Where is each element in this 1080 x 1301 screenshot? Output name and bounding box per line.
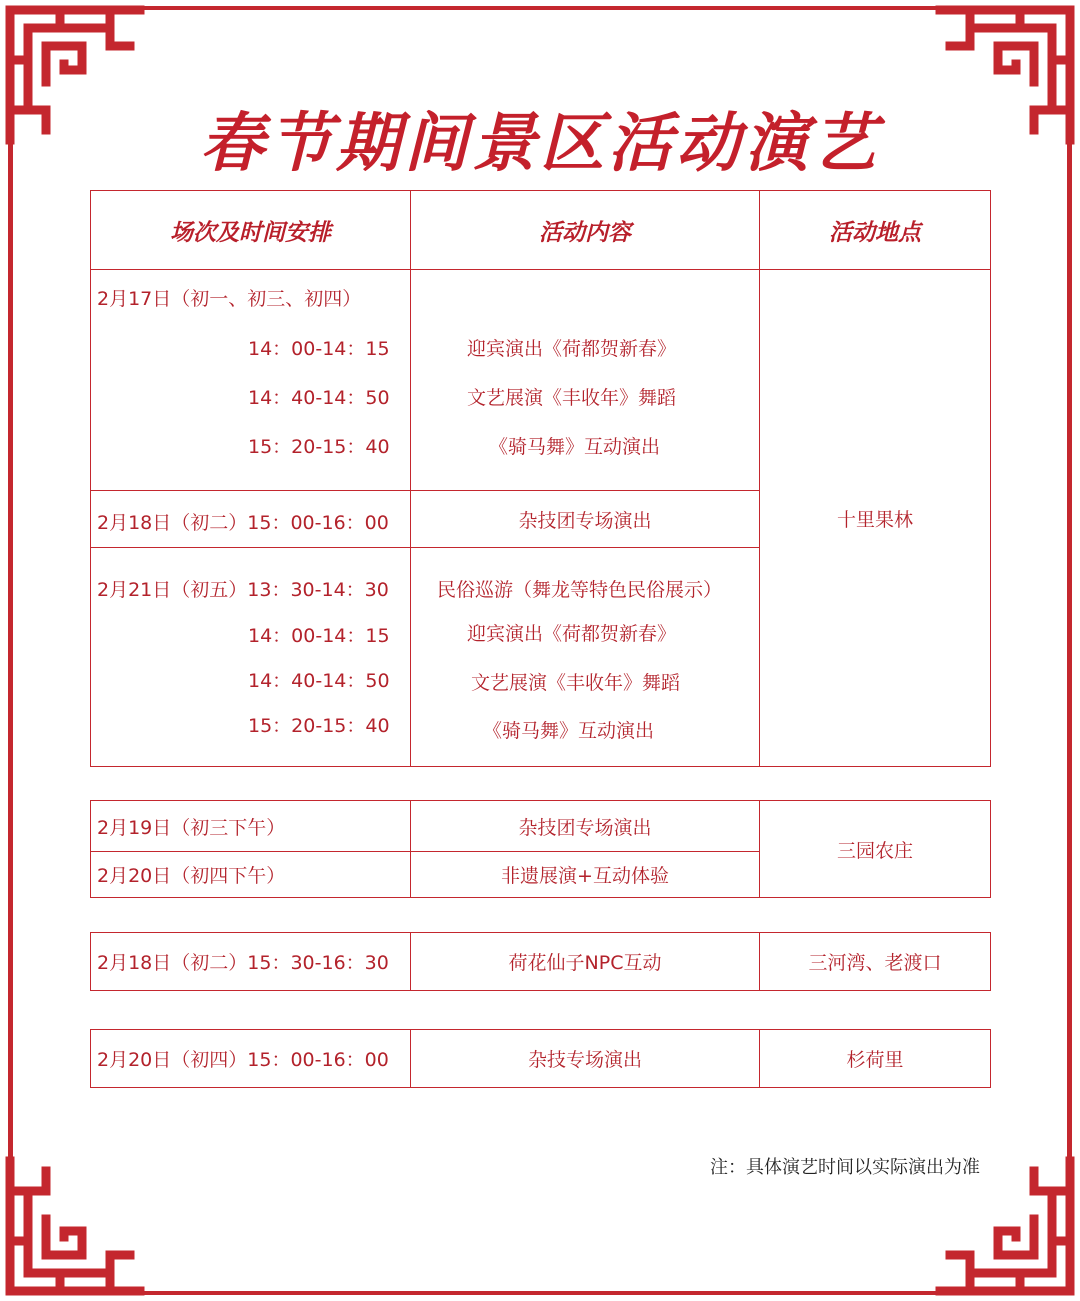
footnote: 注：具体演艺时间以实际演出为准 <box>710 1157 980 1178</box>
group3-time-2: 14：40-14：50 <box>248 670 390 692</box>
frame-bottom-border <box>140 1291 940 1295</box>
group3-content-cell <box>411 548 760 767</box>
group1-act-2: 文艺展演《丰收年》舞蹈 <box>467 387 677 409</box>
group3-time-1: 14：00-14：15 <box>248 625 390 647</box>
section3-date-time: 2月18日（初二）15：30-16：30 <box>91 933 411 991</box>
section3-act: 荷花仙子NPC互动 <box>411 933 760 991</box>
group1-time-1: 14：00-14：15 <box>248 338 390 360</box>
frame-top-border <box>140 6 940 10</box>
schedule-table-main <box>90 190 991 767</box>
frame-left-border <box>8 100 13 1200</box>
group1-time-3: 15：20-15：40 <box>248 436 390 458</box>
header-content: 活动内容 <box>411 191 760 270</box>
section4-act: 杂技专场演出 <box>411 1030 760 1088</box>
group2-date-time: 2月18日（初二）15：00-16：00 <box>97 512 389 534</box>
group3-date-time: 2月21日（初五）13：30-14：30 <box>97 579 389 601</box>
header-location: 活动地点 <box>760 191 991 270</box>
group3-act-2: 迎宾演出《荷都贺新春》 <box>467 623 677 645</box>
schedule-table-shanheli <box>90 1029 991 1088</box>
group1-date: 2月17日（初一、初三、初四） <box>97 288 362 310</box>
corner-ornament-bottom-left <box>0 1151 150 1301</box>
group3-act-1: 民俗巡游（舞龙等特色民俗展示） <box>437 579 723 601</box>
section2-row1-act: 杂技团专场演出 <box>411 801 760 852</box>
location-sanhewan-laodukou: 三河湾、老渡口 <box>760 933 991 991</box>
schedule-table-sanyuan <box>90 800 991 898</box>
header-schedule: 场次及时间安排 <box>91 191 411 270</box>
group3-act-3: 文艺展演《丰收年》舞蹈 <box>471 672 681 694</box>
section2-row2-act: 非遗展演+互动体验 <box>411 852 760 898</box>
location-shanheli: 杉荷里 <box>760 1030 991 1088</box>
section2-row2-date: 2月20日（初四下午） <box>91 852 411 898</box>
page-title: 春节期间景区活动演艺 <box>200 107 880 181</box>
location-shili-guolin: 十里果林 <box>760 270 991 767</box>
group1-content-cell <box>411 270 760 491</box>
group2-schedule-cell <box>91 491 411 548</box>
frame-right-border <box>1067 100 1072 1200</box>
schedule-table-sanhewan <box>90 932 991 991</box>
group1-time-2: 14：40-14：50 <box>248 387 390 409</box>
group3-schedule-cell <box>91 548 411 767</box>
group3-act-4: 《骑马舞》互动演出 <box>483 720 655 742</box>
section2-row1-date: 2月19日（初三下午） <box>91 801 411 852</box>
group1-act-3: 《骑马舞》互动演出 <box>489 436 661 458</box>
group3-time-3: 15：20-15：40 <box>248 715 390 737</box>
section4-date-time: 2月20日（初四）15：00-16：00 <box>91 1030 411 1088</box>
location-sanyuan-nongzhuang: 三园农庄 <box>760 801 991 898</box>
group1-schedule-cell <box>91 270 411 491</box>
group2-act: 杂技团专场演出 <box>411 491 760 548</box>
group1-act-1: 迎宾演出《荷都贺新春》 <box>467 338 677 360</box>
